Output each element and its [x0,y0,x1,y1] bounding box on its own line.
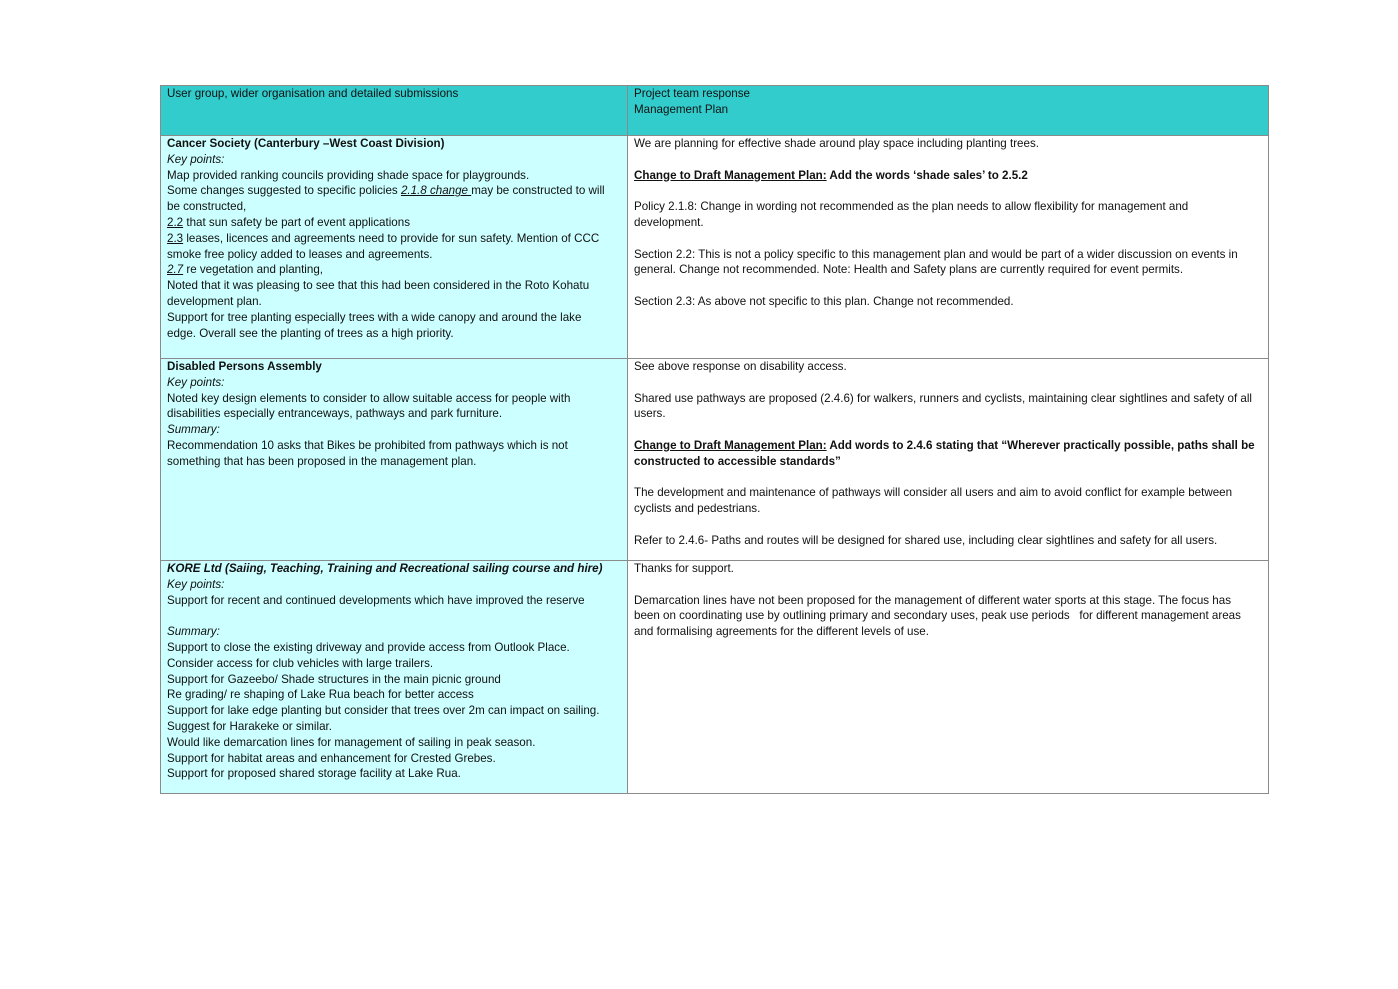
change-note: Change to Draft Management Plan: Add the words ‘shade sales’ to 2.5.2 [634,168,1028,182]
key-points-label: Key points: [167,577,225,591]
table-row [161,359,1269,561]
organisation-name: KORE Ltd (Saiing, Teaching, Training and Recreational sailing course and hire) [167,562,603,575]
key-points-label: Key points: [167,152,225,166]
response-cell: Thanks for support. Demarcation lines have not been proposed for the management of different water sports at this stage. The focus has been on coordinating use by outlining primary and secondary uses, peak use periods for different management areas and formalising agreements for the different levels of use. [628,561,1269,794]
key-points-label: Key points: [167,375,225,389]
summary-label: Summary: [167,423,220,437]
policy-reference: 2.2 [167,215,184,229]
header-submissions: User group, wider organisation and detailed submissions [161,86,628,136]
policy-reference: 2.7 [167,263,184,277]
policy-reference: 2.1.8 change [400,184,472,198]
submissions-table [160,85,1269,794]
change-note: Change to Draft Management Plan: Add words to 2.4.6 stating that “Wherever practically possible, paths shall be [634,438,1255,452]
table-header-row [161,86,1269,136]
response-cell: See above response on disability access. Shared use pathways are proposed (2.4.6) for walkers, runners and cyclists, maintaining clear sightlines and safety of all users. Change to Draft Management Plan: Add words to 2.4.6 stating that “Wherever practically possible, paths shall be constructed to accessible standards” The development and maintenance of pathways will consider all users and aim to avoid conflict for example between cyclists and pedestrians. Refer to 2.4.6- Paths and routes will be designed for shared use, including clear sightlines and safety for all users. [628,359,1269,561]
response-cell: We are planning for effective shade around play space including planting trees. Change to Draft Management Plan: Add the words ‘shade sales’ to 2.5.2 Policy 2.1.8: Change in wording not recommended as the plan needs to allow flexibility for management and development. Section 2.2: This is not a policy specific to this management plan and would be part of a wider discussion on events in general. Change not recommended. Note: Health and Safety plans are currently required for event permits. Section 2.3: As above not specific to this plan. Change not recommended. [628,136,1269,359]
submission-cell: KORE Ltd (Saiing, Teaching, Training and Recreational sailing course and hire) Key points: Support for recent and continued developments which have improved the reserve Summary: Support to close the existing driveway and provide access from Outlook Place. Consider access for club vehicles with large trailers. Support for Gazeebo/ Shade structures in the main picnic ground Re grading/ re shaping of Lake Rua beach for better access Support for lake edge planting but consider that trees over 2m can impact on sailing. Suggest for Harakeke or similar. Would like demarcation lines for management of sailing in peak season. Support for habitat areas and enhancement for Crested Grebes. Support for proposed shared storage facility at Lake Rua. [161,561,628,794]
header-response-title: Project team response [634,87,750,100]
submission-cell: Disabled Persons Assembly Key points: Noted key design elements to consider to allow suitable access for people with disabilities especially entranceways, pathways and park furniture. Summary: Recommendation 10 asks that Bikes be prohibited from pathways which is not something that has been proposed in the management plan. [161,359,628,561]
organisation-name: Disabled Persons Assembly [167,360,322,373]
header-response [628,86,1269,136]
organisation-name: Cancer Society (Canterbury –West Coast Division) [167,137,445,150]
submission-cell: Cancer Society (Canterbury –West Coast Division) Key points: Map provided ranking councils providing shade space for playgrounds. Some changes suggested to specific policies 2.1.8 change may be constructed to will be constructed, 2.2 that sun safety be part of event applications 2.3 leases, licences and agreements need to provide for sun safety. Mention of CCC smoke free policy added to leases and agreements. 2.7 re vegetation and planting, Noted that it was pleasing to see that this had been considered in the Roto Kohatu development plan. Support for tree planting especially trees with a wide canopy and around the lake edge. Overall see the planting of trees as a high priority. [161,136,628,359]
policy-reference: 2.3 [167,231,184,245]
summary-label: Summary: [167,625,220,639]
header-response-subtitle: Management Plan [634,102,729,116]
table-row [161,136,1269,359]
table-row [161,561,1269,794]
